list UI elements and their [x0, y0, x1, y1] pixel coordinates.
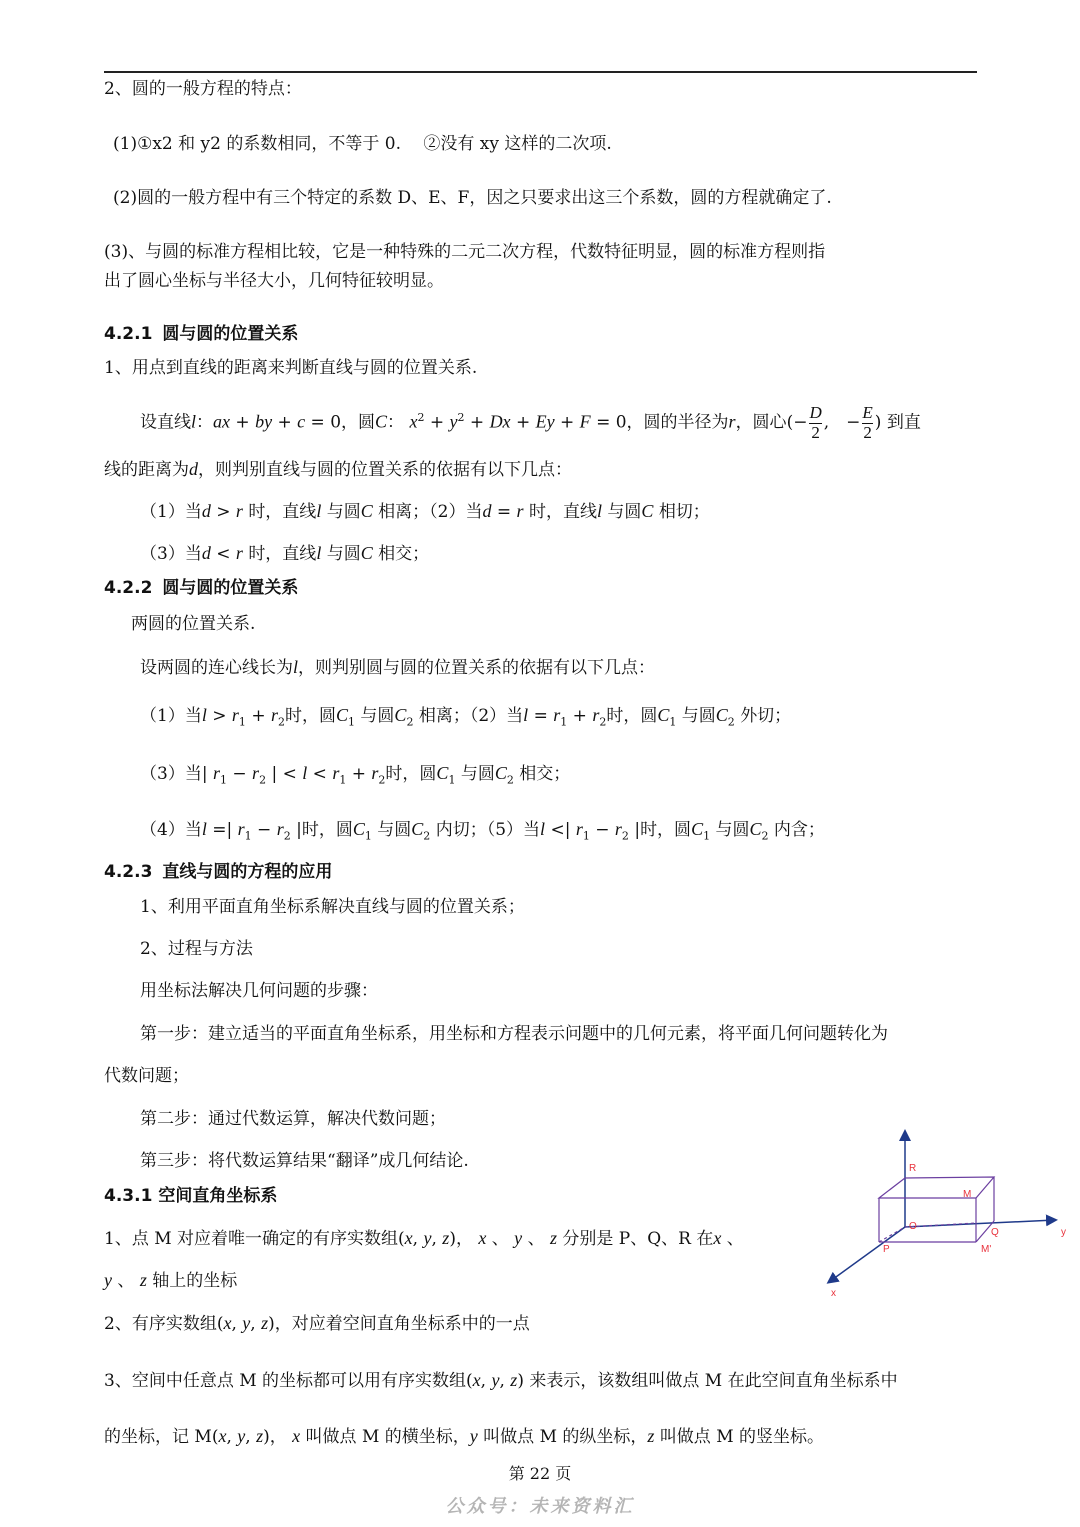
s422-setup: 设两圆的连心线长为l，则判别圆与圆的位置关系的依据有以下几点： — [140, 657, 656, 678]
label-p: P — [883, 1244, 890, 1255]
header-rule — [104, 71, 977, 73]
s422-case-3: （3）当| $r_1 - r_2$ | < $l < r_1 + r_2$时，圆$C_1$ 与圆$C_2$ 相交； — [140, 763, 571, 787]
text: 相离；（2）当 — [418, 706, 524, 726]
text: 外切； — [740, 706, 792, 726]
text: 与圆 — [377, 820, 412, 840]
text: 与圆 — [607, 502, 642, 522]
features-p3-line1: (3)、与圆的标准方程相比较，它是一种特殊的二元二次方程，代数特征明显，圆的标准方程则指 — [104, 242, 826, 262]
text: 内含； — [773, 820, 825, 840]
heading-title: 圆与圆的位置关系 — [162, 578, 299, 598]
s421-cases-1-2: （1）当d > r 时，直线l 与圆C 相离；（2）当d = r 时，直线l 与圆C 相切； — [140, 501, 710, 522]
heading-title: 直线与圆的方程的应用 — [162, 862, 333, 882]
heading-title: 圆与圆的位置关系 — [162, 324, 299, 344]
label-m: M — [963, 1189, 972, 1200]
text: （1）当 — [140, 706, 202, 726]
text: ，对应着空间直角坐标系中的一点 — [274, 1314, 530, 1334]
text: 2、有序实数组 — [104, 1314, 217, 1334]
s423-l1: 1、利用平面直角坐标系解决直线与圆的位置关系； — [140, 897, 525, 917]
wechat-watermark: 公众号：未来资料汇 — [445, 1496, 635, 1517]
text: 与圆 — [681, 706, 716, 726]
s421-case-3: （3）当d < r 时，直线l 与圆C 相交； — [140, 543, 430, 564]
s431-p1-line2: y 、 z 轴上的坐标 — [104, 1270, 238, 1291]
heading-number: 4.2.1 — [104, 324, 153, 344]
heading-title: 空间直角坐标系 — [158, 1186, 278, 1206]
heading-number: 4.3.1 — [104, 1186, 153, 1206]
text: 时，圆 — [301, 820, 353, 840]
s431-p1-line1: 1、点 M 对应着唯一确定的有序实数组(x, y, z)， x 、 y 、 z 分别是 P、Q、R 在x 、 — [104, 1228, 744, 1249]
heading-4-2-3 — [104, 864, 332, 881]
features-p1: (1)①x2 和 y2 的系数相同，不等于 0. ②没有 xy 这样的二次项. — [113, 134, 612, 154]
text: 相切； — [658, 502, 710, 522]
text: ，圆 — [341, 412, 376, 433]
text: 的坐标，记 M — [104, 1427, 212, 1447]
heading-4-3-1 — [104, 1188, 277, 1205]
text: 叫做点 M 的纵坐标， — [483, 1427, 648, 1447]
y-axis — [905, 1220, 1055, 1227]
text: （1）当 — [140, 502, 202, 522]
text: ，则判别直线与圆的位置关系的依据有以下几点： — [198, 460, 572, 480]
text: 时，直线 — [248, 544, 317, 564]
text: 相交； — [378, 544, 430, 564]
text: 设直线 — [140, 412, 191, 433]
label-y: y — [1061, 1227, 1066, 1238]
s421-setup-line: 设直线l：ax + by + c = 0，圆C： $x^2 + y^2 + Dx + Ey + F = 0$，圆的半径为r，圆心(− $\frac{D}{2}$ , − $\frac{E}{2}$ ) 到直 — [140, 402, 921, 442]
heading-4-2-1 — [104, 326, 298, 343]
s431-p3-line1: 3、空间中任意点 M 的坐标都可以用有序实数组(x, y, z) 来表示，该数组叫做点 M 在此空间直角坐标系中 — [104, 1370, 898, 1391]
s421-item1: 1、用点到直线的距离来判断直线与圆的位置关系. — [104, 358, 478, 378]
text: 设两圆的连心线长为 — [140, 658, 293, 678]
text: 1、点 M 对应着唯一确定的有序实数组 — [104, 1229, 399, 1249]
label-x: x — [831, 1288, 836, 1299]
text: 时，圆 — [385, 764, 437, 784]
s423-l4a: 第一步：建立适当的平面直角坐标系，用坐标和方程表示问题中的几何元素，将平面几何问题转化为 — [140, 1024, 888, 1044]
text: 内切；（5）当 — [435, 820, 541, 840]
label-r: R — [909, 1163, 917, 1174]
features-p2: (2)圆的一般方程中有三个特定的系数 D、E、F，因之只要求出这三个系数，圆的方程就确定了. — [113, 188, 832, 208]
text: 相交； — [519, 764, 571, 784]
text: 来表示，该数组叫做点 M 在此空间直角坐标系中 — [529, 1371, 898, 1391]
s421-line2: 线的距离为d，则判别直线与圆的位置关系的依据有以下几点： — [104, 459, 572, 480]
s423-l4b: 代数问题； — [104, 1066, 189, 1086]
s422-intro: 两圆的位置关系. — [131, 614, 256, 634]
text: 与圆 — [460, 764, 495, 784]
text: ，圆的半径为 — [626, 412, 729, 433]
label-o: O — [909, 1221, 917, 1232]
text: 相离；（2）当 — [378, 502, 483, 522]
s423-l2: 2、过程与方法 — [140, 939, 253, 959]
text: 线的距离为 — [104, 460, 189, 480]
cuboid — [879, 1177, 994, 1242]
page-number: 第 22 页 — [508, 1464, 572, 1483]
text: 叫做点 M 的竖坐标。 — [659, 1427, 825, 1447]
text: 时，直线 — [248, 502, 317, 522]
x-axis — [829, 1227, 905, 1282]
s422-cases-4-5: （4）当l =| $r_1 - r_2$ |时，圆$C_1$ 与圆$C_2$ 内切；（5）当l <| $r_1 - r_2$ |时，圆$C_1$ 与圆$C_2$ 内含； — [140, 819, 825, 843]
s422-cases-1-2: （1）当$l > r_1 + r_2$时，圆$C_1$ 与圆$C_2$ 相离；（2）当$l = r_1 + r_2$时，圆$C_1$ 与圆$C_2$ 外切； — [140, 705, 792, 729]
features-title: 2、圆的一般方程的特点： — [104, 79, 302, 99]
text: 时，圆 — [285, 706, 336, 726]
text: （3）当 — [140, 544, 202, 564]
text: 与圆 — [715, 820, 750, 840]
s423-l5: 第二步：通过代数运算，解决代数问题； — [140, 1109, 446, 1129]
text: （3）当 — [140, 764, 202, 784]
heading-number: 4.2.3 — [104, 862, 153, 882]
text: 轴上的坐标 — [152, 1271, 238, 1291]
label-q: Q — [991, 1227, 999, 1238]
label-m-prime: M' — [981, 1244, 992, 1255]
heading-number: 4.2.2 — [104, 578, 153, 598]
text: 时，直线 — [528, 502, 597, 522]
text: ，则判别圆与圆的位置关系的依据有以下几点： — [298, 658, 656, 678]
text: 时，圆 — [606, 706, 658, 726]
text: 到直 — [886, 412, 921, 433]
text: 分别是 P、Q、R 在 — [562, 1229, 714, 1249]
text: 叫做点 M 的横坐标， — [305, 1427, 470, 1447]
s423-l6: 第三步：将代数运算结果“翻译”成几何结论. — [140, 1151, 469, 1171]
s431-p2: 2、有序实数组(x, y, z)，对应着空间直角坐标系中的一点 — [104, 1313, 530, 1334]
text: （4）当 — [140, 820, 202, 840]
text: 与圆 — [326, 502, 361, 522]
text: 时，圆 — [640, 820, 692, 840]
text: ，圆心 — [735, 412, 787, 433]
heading-4-2-2 — [104, 580, 298, 597]
text: 与圆 — [360, 706, 395, 726]
space-coordinate-figure — [815, 1120, 1075, 1305]
features-p3-line2: 出了圆心坐标与半径大小，几何特征较明显。 — [104, 271, 444, 291]
fraction-d: $\frac{D}{2}$ — [809, 402, 822, 442]
s431-p3-line2: 的坐标，记 M(x, y, z)， x 叫做点 M 的横坐标，y 叫做点 M 的纵坐标，z 叫做点 M 的竖坐标。 — [104, 1426, 825, 1447]
text: 与圆 — [326, 544, 361, 564]
s423-l3: 用坐标法解决几何问题的步骤： — [140, 981, 378, 1001]
fraction-e: $\frac{E}{2}$ — [862, 402, 873, 442]
text: 3、空间中任意点 M 的坐标都可以用有序实数组 — [104, 1371, 467, 1391]
